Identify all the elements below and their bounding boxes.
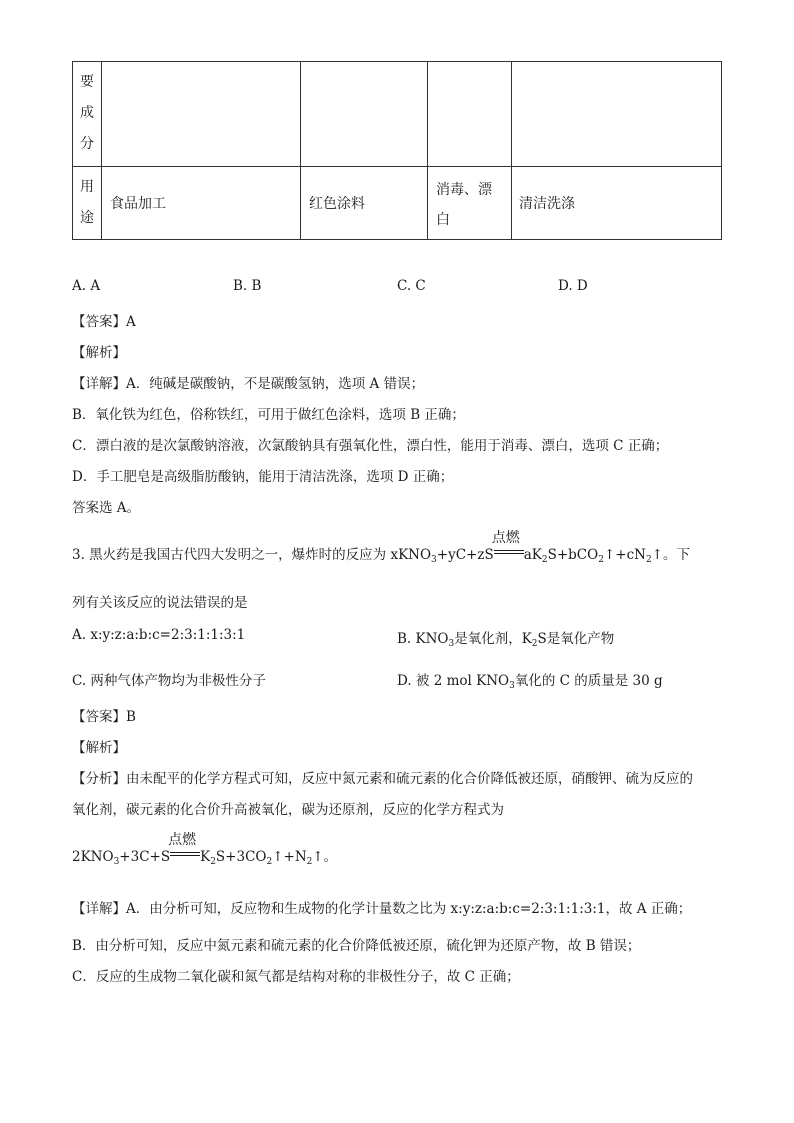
detail-line: C．漂白液的是次氯酸钠溶液，次氯酸钠具有强氧化性，漂白性，能用于消毒、漂白，选项 C 正确；: [72, 438, 669, 454]
table-row-components: [73, 62, 721, 167]
option-c: C. C: [397, 278, 426, 294]
table-cell: 清洁洗涤: [519, 195, 575, 212]
table-cell: 红色涂料: [309, 195, 365, 212]
detail-line: 【详解】A．纯碱是碳酸钠，不是碳酸氢钠，选项 A 错误；: [72, 376, 425, 392]
detail-line: 答案选 A。: [72, 500, 141, 516]
detail-line: 【详解】A．由分析可知，反应物和生成物的化学计量数之比为 x:y:z:a:b:c=2:3:1:1:3:1，故 A 正确；: [72, 901, 692, 917]
detail-line: D．手工肥皂是高级脂肪酸钠，能用于清洁洗涤，选项 D 正确；: [72, 469, 454, 485]
row-header-char: 要: [80, 74, 94, 90]
reaction-condition: 点燃: [494, 545, 524, 559]
detail-line: B．由分析可知，反应中氮元素和硫元素的化合价降低被还原，硫化钾为还原产物，故 B 错误；: [72, 938, 641, 954]
option-a: A. A: [72, 278, 101, 294]
row-header-char: 用: [80, 179, 94, 195]
analysis-line: 【分析】由未配平的化学方程式可知，反应中氮元素和硫元素的化合价降低被还原，硝酸钾、硫为反应的: [72, 771, 693, 787]
answer-q2: 【答案】A: [72, 314, 136, 330]
q3-option-d: D. 被 2 mol $KNO_3$氧化的 C 的质量是 30 g: [397, 673, 663, 691]
table-cell: 消毒、漂: [436, 182, 492, 198]
question-3-stem: 3. 黑火药是我国古代四大发明之一，爆炸时的反应为 xKNO$_3$+yC+zS 点燃 $aK_2S+bCO_2↑+cN_2↑$。下: [72, 530, 690, 565]
analysis-label-q3: 【解析】: [72, 740, 126, 756]
row-header-char: 分: [80, 136, 94, 152]
detail-line: B．氧化铁为红色，俗称铁红，可用于做红色涂料，选项 B 正确；: [72, 407, 465, 423]
analysis-label-q2: 【解析】: [72, 345, 126, 361]
q3-option-c: C. 两种气体产物均为非极性分子: [72, 673, 266, 689]
analysis-line: 氧化剂，碳元素的化合价升高被氧化，碳为还原剂，反应的化学方程式为: [72, 802, 504, 818]
q3-option-a: A. x:y:z:a:b:c=2:3:1:1:3:1: [72, 627, 246, 643]
option-d: D. D: [558, 278, 588, 294]
option-b: B. B: [233, 278, 262, 294]
row-header-char: 途: [80, 210, 94, 226]
table-cell: 白: [436, 212, 450, 228]
property-table: [72, 61, 722, 240]
detail-line: C．反应的生成物二氧化碳和氮气都是结构对称的非极性分子，故 C 正确；: [72, 969, 520, 985]
q3-option-b: B. $KNO_3$是氧化剂，$K_2S$是氧化产物: [397, 631, 615, 649]
table-cell: 食品加工: [110, 195, 166, 212]
table-row-uses: [73, 166, 721, 239]
row-header-char: 成: [80, 105, 94, 121]
question-3-stem-line2: 列有关该反应的说法错误的是: [72, 595, 248, 611]
balanced-equation: $2KNO_3+3C+S$ 点燃 $K_2S+3CO_2↑+N_2↑$。: [72, 832, 338, 867]
answer-q3: 【答案】B: [72, 709, 136, 725]
equation-condition: 点燃: [170, 847, 200, 861]
